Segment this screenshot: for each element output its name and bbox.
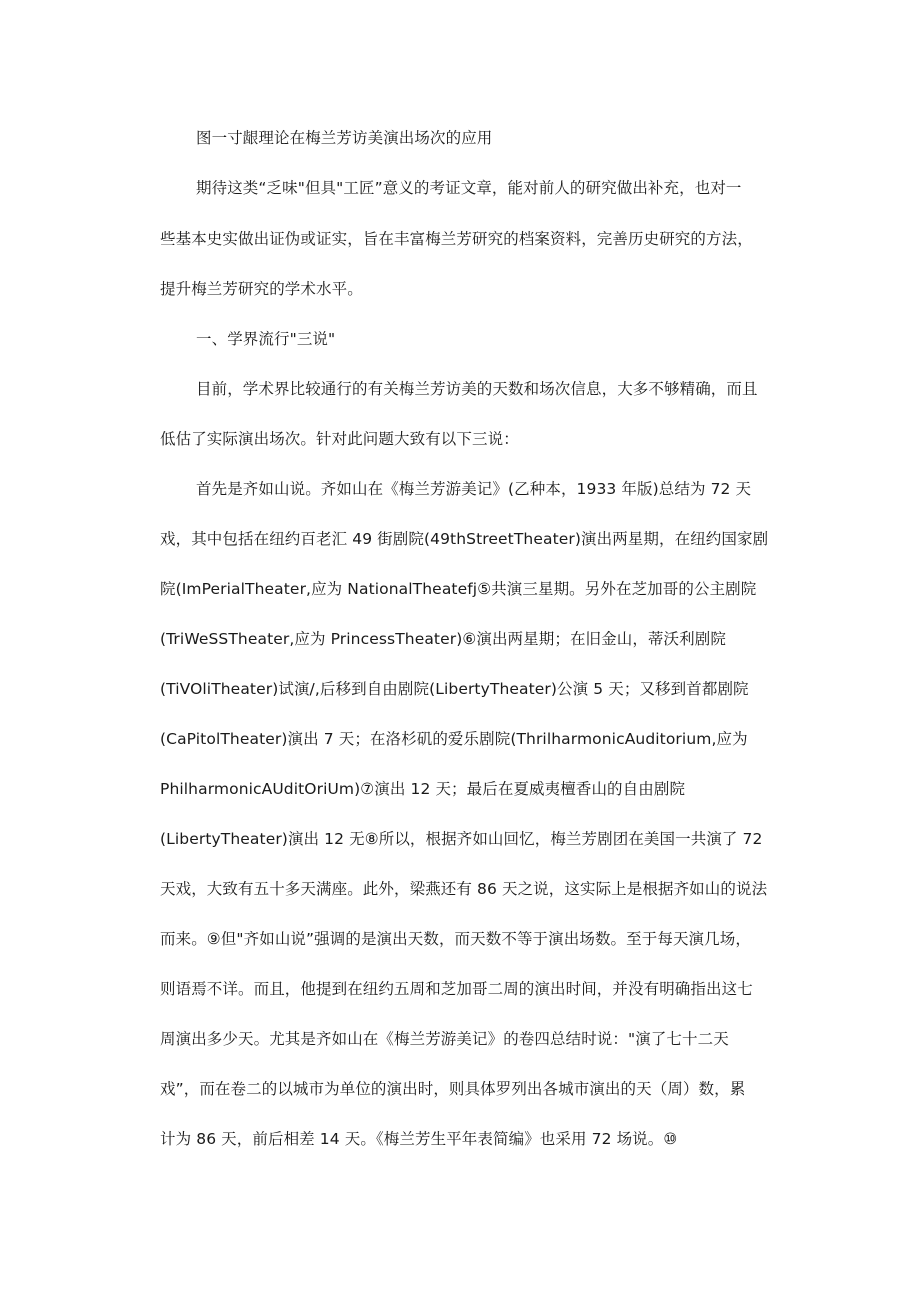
paragraph-line: (TriWeSSTheater,应为 PrincessTheater)⑥演出两星期；在旧金山，蒂沃利剧院 [160,630,726,648]
paragraph-line: 则语焉不详。而且，他提到在纽约五周和芝加哥二周的演出时间，并没有明确指出这七 [160,980,753,998]
paragraph-line: 而来。⑨但"齐如山说”强调的是演出天数，而天数不等于演出场数。至于每天演几场， [160,930,751,948]
paragraph-line: 计为 86 天，前后相差 14 天。《梅兰芳生平年表简编》也采用 72 场说。⑩ [160,1130,678,1148]
paragraph-line: 低估了实际演出场次。针对此问题大致有以下三说： [160,430,519,448]
paragraph-line: 提升梅兰芳研究的学术水平。 [160,280,363,298]
paragraph-line: 些基本史实做出证伪或证实，旨在丰富梅兰芳研究的档案资料，完善历史研究的方法， [160,230,753,248]
figure-caption: 图一寸龈理论在梅兰芳访美演出场次的应用 [196,129,493,147]
paragraph-line: 戏，其中包括在纽约百老汇 49 街剧院(49thStreetTheater)演出两星期，在纽约国家剧 [160,530,769,548]
paragraph-line: 周演出多少天。尤其是齐如山在《梅兰芳游美记》的卷四总结时说："演了七十二天 [160,1030,729,1048]
paragraph-line: 首先是齐如山说。齐如山在《梅兰芳游美记》(乙种本，1933 年版)总结为 72 天 [196,480,752,498]
paragraph-line: 目前，学术界比较通行的有关梅兰芳访美的天数和场次信息，大多不够精确，而且 [196,380,758,398]
paragraph-line: 院(ImPerialTheater,应为 NationalTheatefj⑤共演三星期。另外在芝加哥的公主剧院 [160,580,757,598]
paragraph-line: (CaPitolTheater)演出 7 天；在洛杉矶的爱乐剧院(ThrilharmonicAuditorium,应为 [160,730,748,748]
paragraph-line: PhilharmonicAUditOriUm)⑦演出 12 天；最后在夏威夷檀香山的自由剧院 [160,780,686,798]
paragraph-line: 天戏，大致有五十多天满座。此外，梁燕还有 86 天之说，这实际上是根据齐如山的说法 [160,880,768,898]
paragraph-line: (LibertyTheater)演出 12 无⑧所以，根据齐如山回忆，梅兰芳剧团在美国一共演了 72 [160,830,763,848]
section-heading: 一、学界流行"三说" [196,330,336,348]
paragraph-line: (TiVOliTheater)试演/,后移到自由剧院(LibertyTheater)公演 5 天；又移到首都剧院 [160,680,749,698]
paragraph-line: 期待这类“乏味"但具"工匠”意义的考证文章，能对前人的研究做出补充，也对一 [196,179,742,197]
paragraph-line: 戏”，而在卷二的以城市为单位的演出时，则具体罗列出各城市演出的天（周）数，累 [160,1080,746,1098]
